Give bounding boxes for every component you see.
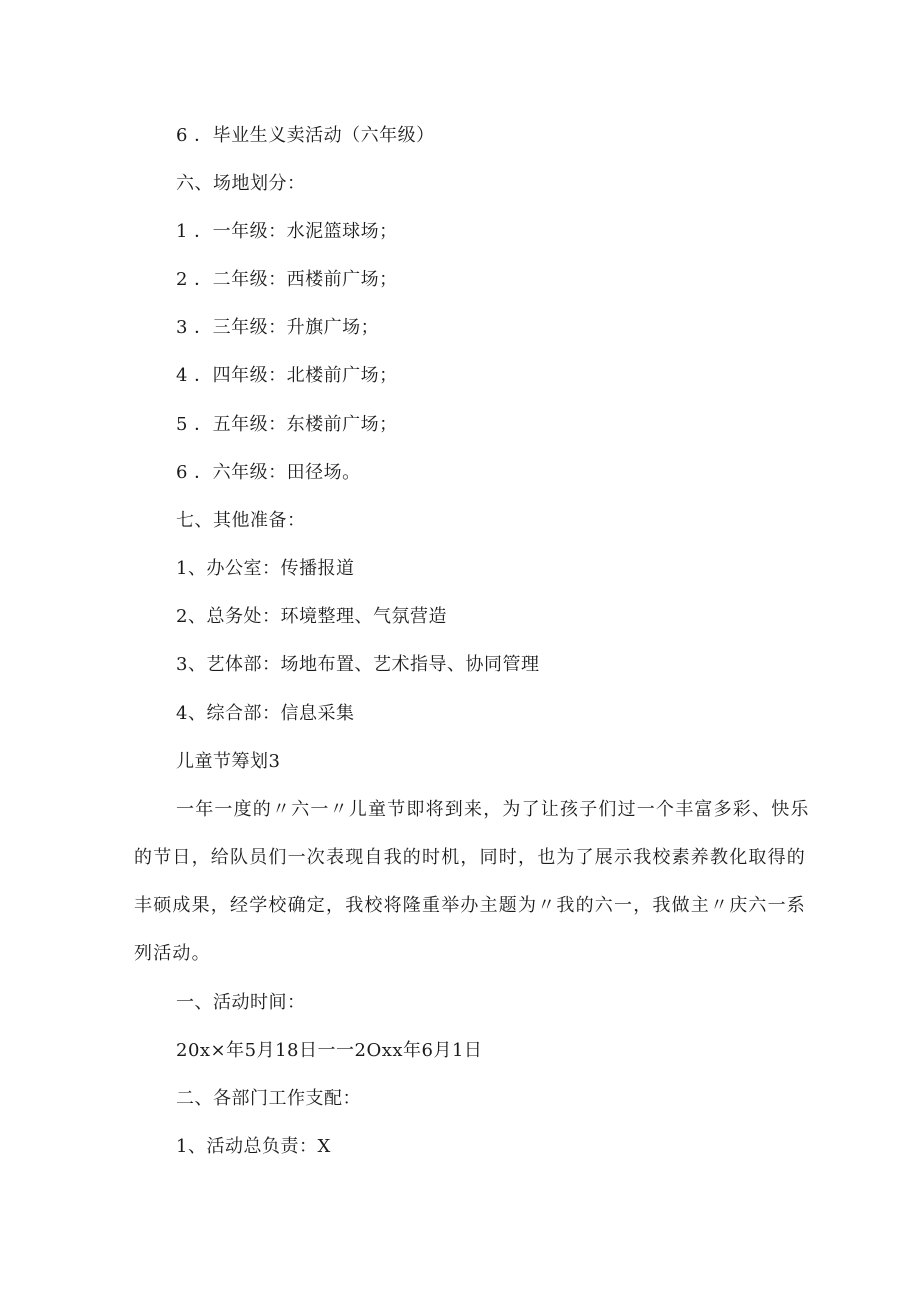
list-item-office: 1、办公室：传播报道	[176, 558, 355, 579]
list-item-general-affairs: 2、总务处：环境整理、气氛营造	[176, 606, 447, 627]
list-item-grade-5: 5 ．五年级：东楼前广场；	[176, 414, 398, 435]
paragraph-line: 丰硕成果，经学校确定，我校将隆重举办主题为〃我的六一，我做主〃庆六一系	[134, 895, 806, 916]
list-item-grade-1: 1 ．一年级：水泥篮球场；	[176, 221, 398, 242]
list-item-grade-4: 4 ．四年级：北楼前广场；	[176, 365, 398, 386]
section-heading-time: 一、活动时间：	[176, 992, 306, 1013]
paragraph-line: 列活动。	[134, 943, 211, 964]
section-heading-departments: 二、各部门工作支配：	[176, 1088, 361, 1109]
paragraph-line: 的节日，给队员们一次表现自我的时机，同时，也为了展示我校素养教化取得的	[134, 847, 806, 868]
list-item-grade-2: 2 ．二年级：西楼前广场；	[176, 269, 398, 290]
list-item-lead: 1、活动总负责：X	[176, 1136, 331, 1157]
section-heading-other-prep: 七、其他准备：	[176, 510, 306, 531]
list-item-comprehensive: 4、综合部：信息采集	[176, 703, 355, 724]
paragraph-line: 一年一度的〃六一〃儿童节即将到来，为了让孩子们过一个丰富多彩、快乐	[176, 799, 810, 820]
doc-title: 儿童节筹划3	[176, 751, 281, 772]
list-item-grade-3: 3 ．三年级：升旗广场；	[176, 317, 380, 338]
list-item-grade-6: 6 ．六年级：田径场。	[176, 462, 361, 483]
section-heading-venue: 六、场地划分：	[176, 173, 306, 194]
list-item-charity-sale: 6 ．毕业生义卖活动（六年级）	[176, 125, 435, 146]
activity-date-range: 20x×年5月18日一一2Oxx年6月1日	[176, 1040, 483, 1061]
list-item-arts-sports: 3、艺体部：场地布置、艺术指导、协同管理	[176, 654, 540, 675]
